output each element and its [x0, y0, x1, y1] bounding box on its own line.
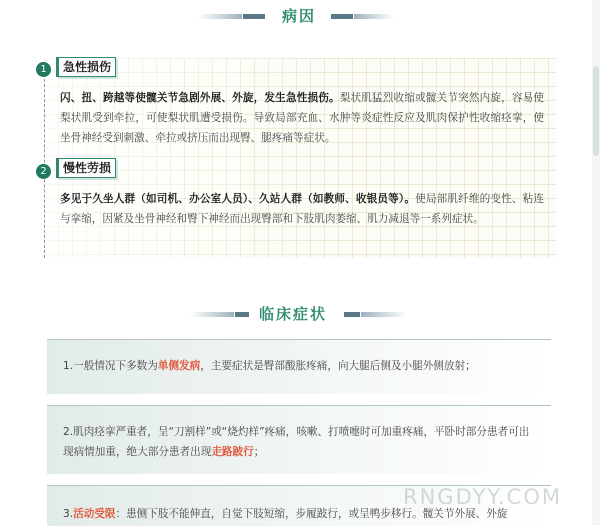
symptom-section-title: 临床症状 [259, 305, 328, 323]
cause-1-paragraph [60, 88, 544, 148]
symptom-3-post: ：患侧下肢不能伸直，自觉下肢短缩，步履跛行，或呈鸭步移行。髋关节外展、外旋 [115, 508, 508, 520]
cause-2-paragraph [60, 189, 544, 229]
symptom-2-post: ； [253, 446, 265, 458]
symptom-3-pre: 3. [63, 508, 74, 520]
site-watermark: RNGDYY.COM [403, 485, 562, 509]
symptom-2-highlight: 走路跛行 [211, 446, 254, 458]
header-bar-decoration [354, 14, 394, 19]
cause-section-title: 病因 [282, 7, 317, 25]
cause-section-header [0, 2, 600, 32]
page-scrollbar[interactable] [592, 0, 600, 525]
symptom-card-1 [47, 339, 551, 394]
header-bar-decoration [235, 312, 249, 317]
symptom-2-pre: 2.肌肉痉挛严重者，呈“刀割样”或“烧灼样”疼痛，咳嗽、打喷嚏时可加重疼痛，平卧时部分患者可出现病情加重，绝大部分患者出现 [63, 426, 530, 458]
header-bar-decoration [331, 14, 353, 19]
header-bar-decoration [344, 312, 360, 317]
scrollbar-thumb[interactable] [593, 66, 599, 156]
header-bar-decoration [198, 14, 242, 19]
cause-2-label: 慢性劳损 [56, 158, 116, 178]
cause-1-text: 梨状肌猛烈收缩或髋关节突然内旋，容易使梨状肌受到牵拉，可使梨状肌遭受损伤。导致局部充血、水肿等炎症性反应及肌肉保护性收缩痉挛，使坐骨神经受到刺激、牵拉或挤压而出现臀、腿疼痛等症状。 [60, 92, 545, 144]
symptom-3-highlight: 活动受限 [73, 508, 116, 520]
cause-2-bold-text: 多见于久坐人群（如司机、办公室人员）、久站人群（如教师、收银员等）。 [60, 193, 416, 205]
symptom-section-header [0, 300, 600, 330]
cause-2-number-badge: 2 [36, 164, 51, 179]
header-bar-decoration [243, 14, 265, 19]
cause-1-label: 急性损伤 [56, 57, 116, 77]
symptom-1-highlight: 单侧发病 [157, 360, 201, 372]
symptom-card-2 [47, 405, 551, 474]
symptom-2-text [63, 422, 539, 462]
header-bar-decoration [190, 312, 234, 317]
symptom-1-post: ，主要症状是臀部酸胀疼痛，向大腿后侧及小腿外侧放射； [200, 360, 476, 372]
header-bar-decoration [361, 312, 407, 317]
cause-1-bold-text: 闪、扭、跨越等使髋关节急剧外展、外旋，发生急性损伤。 [60, 92, 340, 104]
cause-1-number-badge: 1 [36, 62, 51, 77]
symptom-1-text [63, 356, 539, 376]
cause-2-text: 使局部肌纤维的变性、粘连与挛缩，因紧及坐骨神经和臀下神经而出现臀部和下肢肌肉萎缩、肌力减退等一系列症状。 [60, 193, 544, 225]
symptom-1-pre: 1.一般情况下多数为 [63, 360, 158, 372]
